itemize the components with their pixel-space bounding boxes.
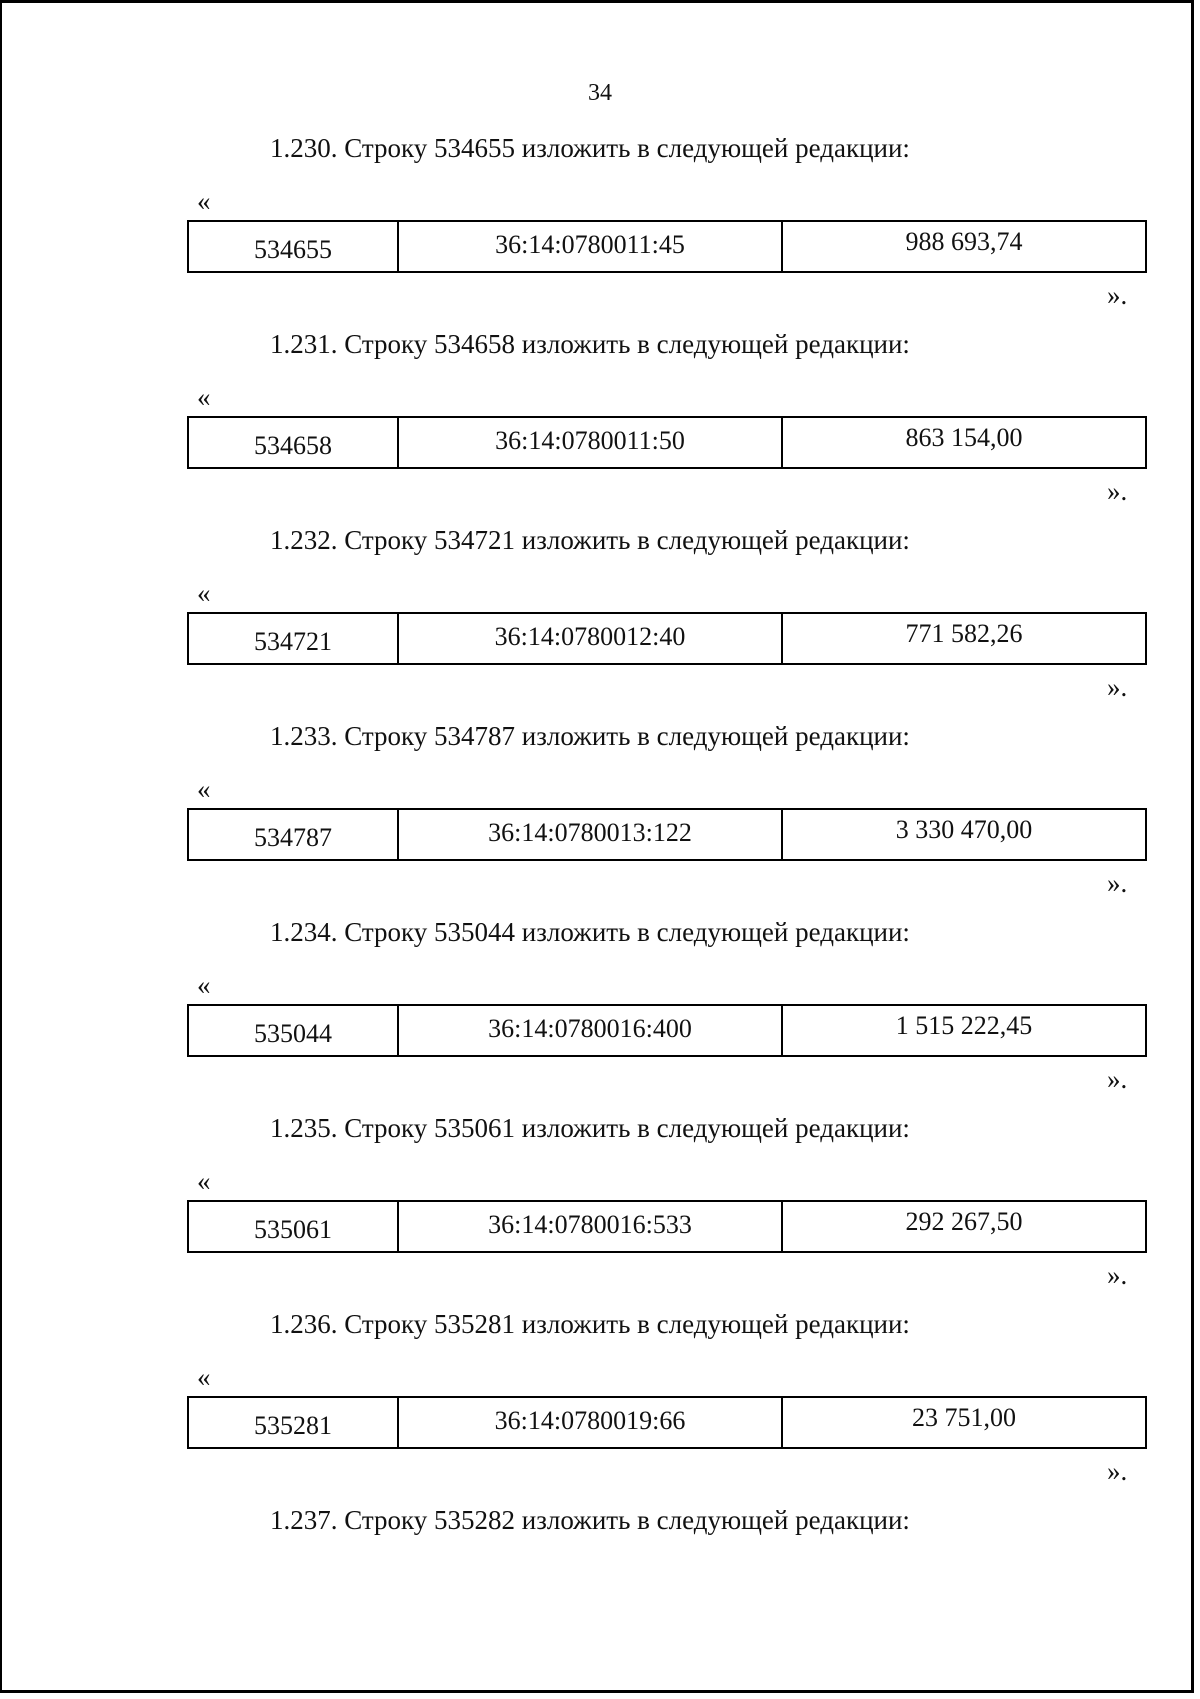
open-quote: « <box>197 382 211 412</box>
amendment-heading: 1.237. Строку 535282 изложить в следующей редакции: <box>270 1505 910 1535</box>
open-quote: « <box>197 970 211 1000</box>
value-cell: 1 515 222,45 <box>895 1010 1033 1040</box>
table-row <box>187 1396 1147 1449</box>
value-cell: 3 330 470,00 <box>895 814 1033 844</box>
open-quote: « <box>197 578 211 608</box>
cadastral-number-cell: 36:14:0780016:400 <box>399 1006 783 1055</box>
value-cell: 863 154,00 <box>905 422 1023 452</box>
table-row <box>187 416 1147 469</box>
row-code-cell: 534655 <box>189 222 399 271</box>
close-quote: ». <box>1107 672 1128 702</box>
amendment-heading: 1.235. Строку 535061 изложить в следующей редакции: <box>270 1113 910 1143</box>
open-quote: « <box>197 186 211 216</box>
cadastral-number-cell: 36:14:0780012:40 <box>399 614 783 663</box>
row-code-cell: 535044 <box>189 1006 399 1055</box>
row-code-cell: 534787 <box>189 810 399 859</box>
amendment-heading: 1.234. Строку 535044 изложить в следующей редакции: <box>270 917 910 947</box>
row-code-cell: 535281 <box>189 1398 399 1447</box>
amendment-heading: 1.230. Строку 534655 изложить в следующей редакции: <box>270 133 910 163</box>
row-code-cell: 535061 <box>189 1202 399 1251</box>
table-row <box>187 612 1147 665</box>
close-quote: ». <box>1107 1064 1128 1094</box>
close-quote: ». <box>1107 280 1128 310</box>
close-quote: ». <box>1107 868 1128 898</box>
cadastral-number-cell: 36:14:0780019:66 <box>399 1398 783 1447</box>
amendment-heading: 1.231. Строку 534658 изложить в следующей редакции: <box>270 329 910 359</box>
value-cell: 988 693,74 <box>905 226 1023 256</box>
table-row <box>187 1004 1147 1057</box>
value-cell: 23 751,00 <box>912 1402 1016 1432</box>
row-code-cell: 534658 <box>189 418 399 467</box>
cadastral-number-cell: 36:14:0780011:50 <box>399 418 783 467</box>
page-number: 34 <box>588 80 612 106</box>
amendment-heading: 1.232. Строку 534721 изложить в следующей редакции: <box>270 525 910 555</box>
value-cell: 292 267,50 <box>905 1206 1023 1236</box>
amendment-heading: 1.236. Строку 535281 изложить в следующей редакции: <box>270 1309 910 1339</box>
open-quote: « <box>197 1362 211 1392</box>
amendment-heading: 1.233. Строку 534787 изложить в следующей редакции: <box>270 721 910 751</box>
close-quote: ». <box>1107 1260 1128 1290</box>
cadastral-number-cell: 36:14:0780013:122 <box>399 810 783 859</box>
cadastral-number-cell: 36:14:0780011:45 <box>399 222 783 271</box>
row-code-cell: 534721 <box>189 614 399 663</box>
close-quote: ». <box>1107 1456 1128 1486</box>
open-quote: « <box>197 1166 211 1196</box>
open-quote: « <box>197 774 211 804</box>
value-cell: 771 582,26 <box>905 618 1023 648</box>
table-row <box>187 808 1147 861</box>
cadastral-number-cell: 36:14:0780016:533 <box>399 1202 783 1251</box>
close-quote: ». <box>1107 476 1128 506</box>
table-row <box>187 1200 1147 1253</box>
table-row <box>187 220 1147 273</box>
